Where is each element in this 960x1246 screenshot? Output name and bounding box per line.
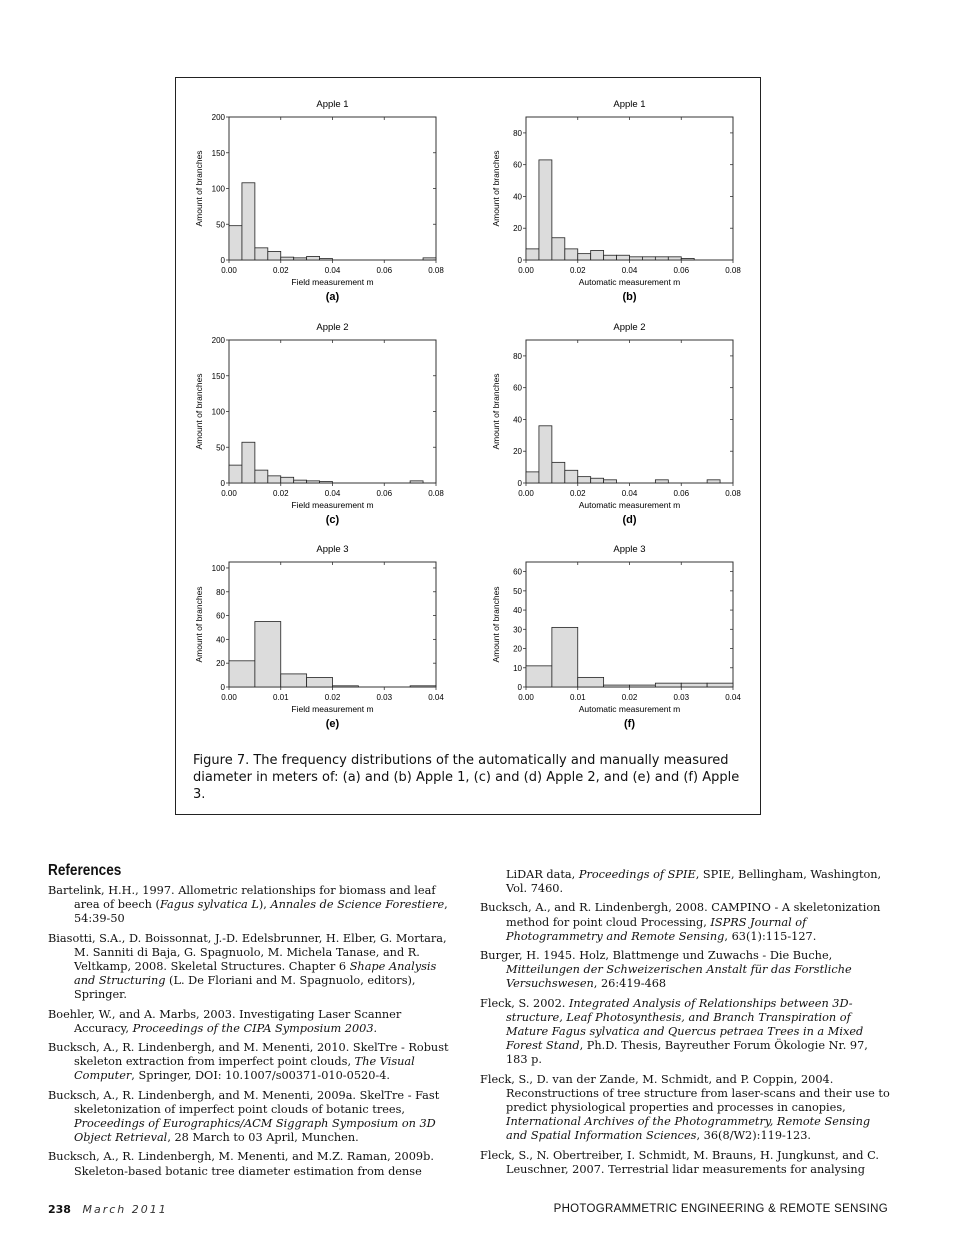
chart-svg-b xyxy=(490,95,750,320)
chart-panel-c xyxy=(193,318,453,543)
reference-entry: Boehler, W., and A. Marbs, 2003. Investigating Laser Scanner Accuracy, Proceedings of the CIPA Symposium 2003. xyxy=(48,1007,402,1035)
histogram-bar xyxy=(642,257,655,260)
histogram-bar xyxy=(526,472,539,483)
histogram-bar xyxy=(681,683,707,687)
chart-title: Apple 2 xyxy=(613,322,646,333)
y-tick-label: 100 xyxy=(211,563,225,573)
histogram-bar xyxy=(307,481,320,483)
x-tick-label: 0.04 xyxy=(324,489,341,498)
histogram-bar xyxy=(655,257,668,260)
histogram-bar xyxy=(655,683,681,687)
histogram-bar xyxy=(681,258,694,260)
panel-label: (b) xyxy=(622,291,637,303)
panel-label: (d) xyxy=(622,514,637,526)
histogram-bar xyxy=(604,685,630,687)
x-axis-label: Automatic measurement m xyxy=(578,500,681,510)
chart-svg-f xyxy=(490,540,750,745)
x-tick-label: 0.01 xyxy=(272,693,289,702)
histogram-bar xyxy=(307,256,320,260)
x-tick-label: 0.06 xyxy=(673,489,690,498)
y-tick-label: 60 xyxy=(513,383,522,393)
y-tick-label: 0 xyxy=(517,683,522,692)
x-tick-label: 0.02 xyxy=(569,266,586,275)
histogram-bar xyxy=(630,685,656,687)
y-tick-label: 20 xyxy=(513,447,522,457)
references-left-column xyxy=(48,884,458,1184)
histogram-bar xyxy=(565,470,578,483)
y-tick-label: 50 xyxy=(513,586,522,596)
histogram-bar xyxy=(578,254,591,260)
y-tick-label: 150 xyxy=(211,371,225,381)
x-axis-label: Automatic measurement m xyxy=(578,704,681,714)
histogram-bar xyxy=(552,238,565,260)
chart-title: Apple 2 xyxy=(316,322,349,333)
y-tick-label: 0 xyxy=(220,256,225,265)
histogram-bar xyxy=(333,686,359,687)
x-tick-label: 0.03 xyxy=(376,693,393,702)
histogram-bar xyxy=(320,259,333,260)
x-tick-label: 0.08 xyxy=(725,266,741,275)
x-tick-label: 0.00 xyxy=(518,266,534,275)
panel-label: (f) xyxy=(624,718,635,730)
histogram-bar xyxy=(281,674,307,687)
histogram-bar xyxy=(268,251,281,260)
chart-svg-c xyxy=(193,318,453,543)
histogram-bar xyxy=(591,250,604,260)
chart-panel-a xyxy=(193,95,453,320)
chart-svg-e xyxy=(193,540,453,745)
histogram-bar xyxy=(229,465,242,483)
chart-panel-d xyxy=(490,318,750,543)
x-axis-label: Automatic measurement m xyxy=(578,277,681,287)
y-tick-label: 20 xyxy=(513,224,522,234)
histogram-bar xyxy=(668,257,681,260)
y-tick-label: 60 xyxy=(513,567,522,577)
histogram-bar xyxy=(604,480,617,483)
y-tick-label: 10 xyxy=(513,663,522,673)
y-axis-label: Amount of branches xyxy=(491,586,501,663)
x-tick-label: 0.04 xyxy=(725,693,741,702)
page-number: 238 xyxy=(48,1203,71,1216)
y-tick-label: 0 xyxy=(517,479,522,488)
y-tick-label: 100 xyxy=(211,407,225,417)
issue-date: March 2011 xyxy=(82,1203,168,1216)
y-tick-label: 80 xyxy=(513,351,522,361)
x-axis-label: Field measurement m xyxy=(291,704,374,714)
journal-name: PHOTOGRAMMETRIC ENGINEERING & REMOTE SENSING xyxy=(553,1203,888,1215)
x-axis-label: Field measurement m xyxy=(291,500,374,510)
reference-entry: Fleck, S., N. Obertreiber, I. Schmidt, M. Brauns, H. Jungkunst, and C. Leuschner, 2007. Terrestrial lidar measurements for analysing xyxy=(480,1148,879,1176)
x-tick-label: 0.08 xyxy=(428,489,444,498)
x-tick-label: 0.04 xyxy=(621,489,638,498)
y-tick-label: 80 xyxy=(216,587,225,597)
x-tick-label: 0.02 xyxy=(272,266,289,275)
y-tick-label: 40 xyxy=(513,606,522,616)
histogram-bar xyxy=(539,160,552,260)
histogram-bar xyxy=(255,622,281,687)
histogram-bar xyxy=(707,480,720,483)
figure-caption: Figure 7. The frequency distributions of the automatically and manually measured diameter in meters of: (a) and (b) Apple 1, (c) and (d) Apple 2, and (e) and (f) Apple 3. xyxy=(193,753,740,802)
y-tick-label: 200 xyxy=(211,336,225,345)
panel-label: (a) xyxy=(325,291,340,303)
reference-entry: Biasotti, S.A., D. Boissonnat, J.-D. Edelsbrunner, H. Elber, G. Mortara, M. Sanniti di Baja, G. Spagnuolo, M. Michela Tanase, and R. Veltkamp, 2008. Skeletal Structures. Chapter 6 Shape Analysis and Structuring (L. De Floriani and M. Spagnuolo, editors), Springer. xyxy=(48,931,447,1002)
y-tick-label: 30 xyxy=(513,625,522,635)
histogram-bar xyxy=(630,257,643,260)
chart-panel-f xyxy=(490,540,750,765)
x-tick-label: 0.02 xyxy=(621,693,638,702)
y-tick-label: 0 xyxy=(220,479,225,488)
histogram-bar xyxy=(320,482,333,483)
x-tick-label: 0.04 xyxy=(621,266,638,275)
x-tick-label: 0.08 xyxy=(725,489,741,498)
histogram-bar xyxy=(281,257,294,260)
chart-svg-a xyxy=(193,95,453,320)
chart-panel-e xyxy=(193,540,453,765)
x-tick-label: 0.01 xyxy=(569,693,586,702)
y-axis-label: Amount of branches xyxy=(491,373,501,450)
x-tick-label: 0.04 xyxy=(324,266,341,275)
y-tick-label: 60 xyxy=(513,160,522,170)
panel-label: (e) xyxy=(325,718,340,730)
y-tick-label: 40 xyxy=(216,635,225,645)
plot-frame xyxy=(229,117,436,260)
x-tick-label: 0.02 xyxy=(272,489,289,498)
reference-entry: Bucksch, A., R. Lindenbergh, M. Menenti, and M.Z. Raman, 2009b. Skeleton-based botanic tree diameter estimation from dense xyxy=(48,1150,434,1178)
y-tick-label: 20 xyxy=(513,644,522,654)
y-tick-label: 0 xyxy=(220,683,225,692)
chart-panel-b xyxy=(490,95,750,320)
x-tick-label: 0.00 xyxy=(518,489,534,498)
histogram-bar xyxy=(268,476,281,483)
x-tick-label: 0.06 xyxy=(673,266,690,275)
histogram-bar xyxy=(255,248,268,260)
y-axis-label: Amount of branches xyxy=(194,150,204,227)
chart-title: Apple 3 xyxy=(316,544,349,555)
x-tick-label: 0.00 xyxy=(221,489,237,498)
histogram-bar xyxy=(242,442,255,483)
y-axis-label: Amount of branches xyxy=(194,373,204,450)
histogram-bar xyxy=(410,481,423,483)
y-tick-label: 100 xyxy=(211,184,225,194)
y-tick-label: 40 xyxy=(513,192,522,202)
reference-entry: Fleck, S., D. van der Zande, M. Schmidt, and P. Coppin, 2004. Reconstructions of tree structure from laser-scans and their use to predict physiological properties and processes in canopies, International Archives of the Photogrammetry, Remote Sensing and Spatial Information Sciences, 36(8/W2):119-123. xyxy=(480,1072,890,1143)
histogram-bar xyxy=(604,255,617,260)
chart-title: Apple 1 xyxy=(613,99,646,110)
panel-label: (c) xyxy=(325,514,340,526)
reference-entry: Bartelink, H.H., 1997. Allometric relationships for biomass and leaf area of beech (Fagus sylvatica L), Annales de Science Forestiere, 54:39-50 xyxy=(48,884,448,926)
histogram-bar xyxy=(552,462,565,483)
histogram-bar xyxy=(707,683,733,687)
reference-entry: LiDAR data, Proceedings of SPIE, SPIE, Bellingham, Washington, Vol. 7460. xyxy=(506,868,882,896)
histogram-bar xyxy=(294,480,307,483)
chart-title: Apple 1 xyxy=(316,99,349,110)
x-tick-label: 0.02 xyxy=(324,693,341,702)
plot-frame xyxy=(229,340,436,483)
chart-title: Apple 3 xyxy=(613,544,646,555)
x-tick-label: 0.04 xyxy=(428,693,444,702)
y-tick-label: 40 xyxy=(513,415,522,425)
x-tick-label: 0.06 xyxy=(376,266,393,275)
histogram-bar xyxy=(307,677,333,687)
histogram-bar xyxy=(578,677,604,687)
x-tick-label: 0.03 xyxy=(673,693,690,702)
histogram-bar xyxy=(539,426,552,483)
x-tick-label: 0.02 xyxy=(569,489,586,498)
reference-entry: Fleck, S. 2002. Integrated Analysis of Relationships between 3D-structure, Leaf Photosynthesis, and Branch Transpiration of Mature Fagus sylvatica and Quercus petraea Trees in a Mixed Forest Stand, Ph.D. Thesis, Bayreuther Forum Ökologie Nr. 97, 183 p. xyxy=(480,996,868,1067)
histogram-bar xyxy=(655,480,668,483)
histogram-bar xyxy=(617,255,630,260)
reference-entry: Bucksch, A., and R. Lindenbergh, 2008. CAMPINO - A skeletonization method for point cloud Processing, ISPRS Journal of Photogrammetry and Remote Sensing, 63(1):115-127. xyxy=(480,901,881,943)
references-right-column xyxy=(480,868,890,1182)
histogram-bar xyxy=(255,470,268,483)
histogram-bar xyxy=(242,183,255,260)
histogram-bar xyxy=(294,258,307,260)
x-tick-label: 0.00 xyxy=(518,693,534,702)
x-axis-label: Field measurement m xyxy=(291,277,374,287)
histogram-bar xyxy=(526,666,552,687)
y-tick-label: 50 xyxy=(216,443,225,453)
y-tick-label: 150 xyxy=(211,148,225,158)
y-tick-label: 60 xyxy=(216,611,225,621)
histogram-bar xyxy=(410,686,436,687)
x-tick-label: 0.00 xyxy=(221,266,237,275)
plot-frame xyxy=(526,340,733,483)
histogram-bar xyxy=(591,478,604,483)
chart-svg-d xyxy=(490,318,750,543)
histogram-bar xyxy=(526,249,539,260)
x-tick-label: 0.08 xyxy=(428,266,444,275)
y-tick-label: 20 xyxy=(216,659,225,669)
histogram-bar xyxy=(578,477,591,483)
y-axis-label: Amount of branches xyxy=(194,586,204,663)
references-heading: References xyxy=(48,862,122,879)
histogram-bar xyxy=(565,249,578,260)
y-tick-label: 0 xyxy=(517,256,522,265)
y-tick-label: 80 xyxy=(513,128,522,138)
reference-entry: Bucksch, A., R. Lindenbergh, and M. Menenti, 2009a. SkelTre - Fast skeletonization of imperfect point clouds of botanic trees, Proceedings of Eurographics/ACM Siggraph Symposium on 3D Object Retrieval, 28 March to 03 April, Munchen. xyxy=(48,1088,440,1145)
x-tick-label: 0.00 xyxy=(221,693,237,702)
histogram-bar xyxy=(229,661,255,687)
page-footer-left xyxy=(48,1203,168,1216)
histogram-bar xyxy=(281,477,294,483)
y-axis-label: Amount of branches xyxy=(491,150,501,227)
y-tick-label: 50 xyxy=(216,220,225,230)
reference-entry: Burger, H. 1945. Holz, Blattmenge und Zuwachs - Die Buche, Mitteilungen der Schweizerischen Anstalt für das Forstliche Versuchswesen, 26:419-468 xyxy=(480,949,852,991)
reference-entry: Bucksch, A., R. Lindenbergh, and M. Menenti, 2010. SkelTre - Robust skeleton extraction from imperfect point clouds, The Visual Computer, Springer, DOI: 10.1007/s00371-010-0520-4. xyxy=(48,1041,449,1083)
y-tick-label: 200 xyxy=(211,113,225,122)
histogram-bar xyxy=(229,226,242,260)
x-tick-label: 0.06 xyxy=(376,489,393,498)
histogram-bar xyxy=(552,627,578,687)
